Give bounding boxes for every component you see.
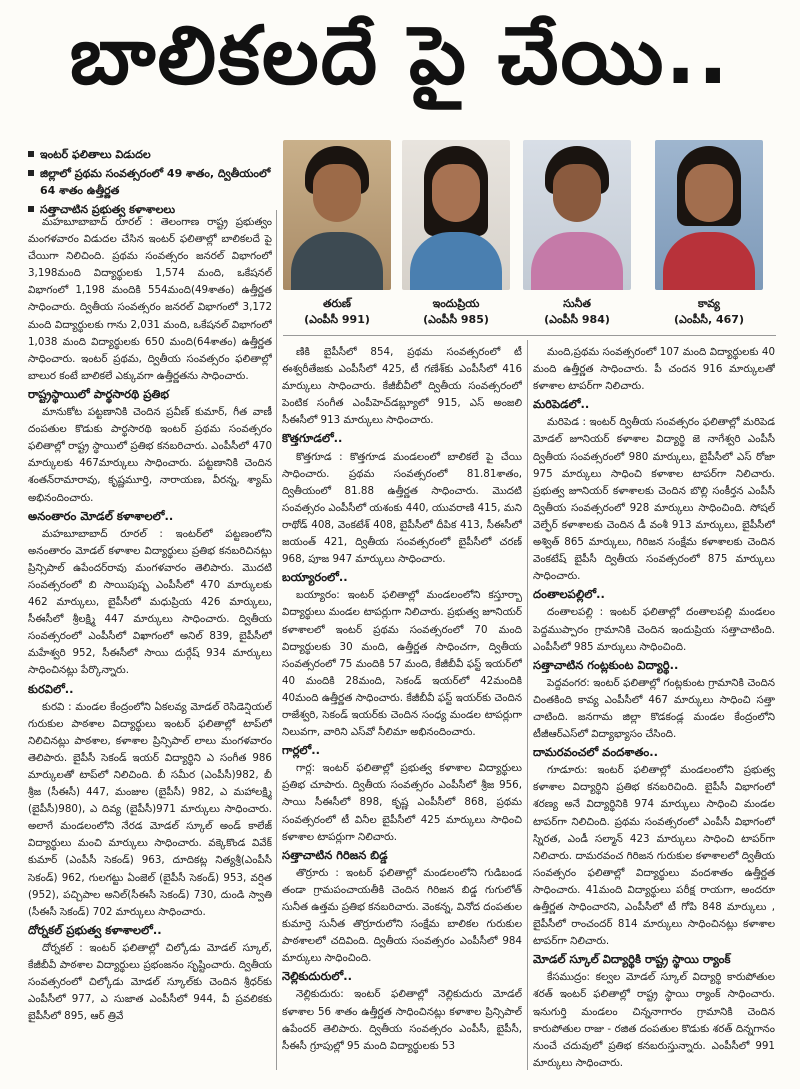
student-caption: ఇందుప్రియ (ఎంపీసీ 985) [423,297,489,326]
subheading: దోర్నకల్ ప్రభుత్వ కళాశాలలో.. [28,922,162,937]
paragraph: తొర్రూరు : ఇంటర్ ఫలితాల్లో మండలంలోని గుడిబండ తండా గ్రామపంచాయతీకి చెందిన గిరిజన బిడ్డ గుగులోత్ సునీత ఉత్తమ ప్రతిభ కనబరిచారు. వెంకన్న, వినోద దంపతుల కుమార్తె సునీత తొర్రూరులోని సంక్షేమ బాలికల గురుకుల పాఠశాలలో చదివింది. ద్వితీయ సంవత్సరం ఎంపీసీలో 984 మార్కులు సాధించింది. [282,866,522,965]
student-caption: కావ్య (ఎంపీసీ, 467) [674,297,744,326]
article-column-3 [533,344,775,1080]
subheading: సత్తాచాటిన గంట్లకుంట విద్యార్థి.. [533,657,679,672]
bullet-item: జిల్లాలో ప్రథమ సంవత్సరంలో 49 శాతం, ద్వితీయంలో 64 శాతం ఉత్తీర్ణత [28,165,278,199]
student-photo-tarun [283,140,391,290]
paragraph: ణికి బైపీసీలో 854, ప్రథమ సంవత్సరంలో టీ ఈశ్వరీతేజకు ఎంపీసీలో 425, టీ గణేశ్‌కు ఎంపీసీలో 416 మార్కులు సాధించారు. కేజీబీవీలో ద్వితీయ సంవత్సరంలో పెంటిక సంగీత ఎంపీహెచ్‌డబ్ల్యూలో 915, ఎస్ అంజలి సీఈసీలో 913 మార్కులు సాధించారు. [282,346,522,427]
article-column-2 [282,344,522,1080]
paragraph: మహబూబాబాద్ రూరల్ : ఇంటర్‌లో పట్టణంలోని అనంతారం మోడల్ కళాశాల విద్యార్థులు ప్రతిభ కనబరిచినట్లు ప్రిన్సిపాల్ ఉపేందర్‌రావు మంగళవారం తెలిపారు. మొదటి సంవత్సరంలో బి సాయిపుష్ప ఎంపీసీలో 470 మార్కులకు 462 మార్కులు, బైపీసీలో మధుప్రియ 426 మార్కులు, సీఈసీలో శ్రీలక్ష్మి 447 మార్కులు సాధించారు. ద్వితీయ సంవత్సరంలో ఎంపీసీలో విఖాగంలో అనిల్ 839, బైపీసీలో మహేశ్వరి 952, సీఈసీలో సాయి దుర్గేష్ 934 మార్కులు సాధించినట్లు పేర్కొన్నారు. [28,527,272,677]
bullet-item: సత్తాచాటిన ప్రభుత్వ కళాశాలలు [28,201,278,218]
subheading: కొత్తగూడలో.. [282,431,343,446]
student-photo-sunitha [523,140,631,290]
paragraph: కేసముద్రం: కల్వల మోడల్ స్కూల్ విద్యార్థి కారుపోతుల శరత్ ఇంటర్ ఫలితాల్లో రాష్ట్ర స్థాయి ర్యాంక్ సాధించారు. ఇనుగుర్తి మండలం చిన్ననాగారం గ్రామానికి చెందిన కారుపోతుల రాజు - రజిత దంపతుల కొడుకు శరత్ దిన్నగానం నుంచే చదువులో ప్రతిభ కనబరుస్తున్నారు. ఎంపీసీలో 991 మార్కులు సాధించారు. [533,971,775,1069]
article-column-1 [28,214,272,1080]
paragraph: మరిపెడ : ఇంటర్ ద్వితీయ సంవత్సరం ఫలితాల్లో మరిపెడ మోడల్ జూనియర్ కళాశాల విద్యార్థి జె నాగేశ్వరి ఎంపీసీ ద్వితీయ సంవత్సరంలో 980 మార్కులు, బైపీసీలో ఎస్ రోజా 975 మార్కులు సాధించి కళాశాల టాపర్‌గా నిలిచారు. ప్రభుత్వ జూనియర్ కళాశాలకు చెందిన బొల్లి సంకీర్తన ఎంపీసీ ద్వితీయ సంవత్సరంలో 928 మార్కులు సాధించింది. సోషల్ వెల్ఫేర్ కళాశాలకు చెందిన డీ వంశీ 913 మార్కులు, బైపీసీలో అశ్విత్ 865 మార్కులు, గిరిజన సంక్షేమ కళాశాలకు చెందిన వెంకటేష్ బైపీసీ ద్వితీయ సంవత్సరంలో 875 మార్కులు సాధించారు. [533,416,775,583]
paragraph: గార్ల: ఇంటర్ ఫలితాల్లో ప్రభుత్వ కళాశాల విద్యార్థులు ప్రతిభ చూపారు. ద్వితీయ సంవత్సరం ఎంపీసీలో శ్రీజ 956, సాయి సీఈసీలో 898, కృష్ణ ఎంపీసీలో 868, ప్రథమ సంవత్సరంలో టీ వినీల బైపీసీలో 425 మార్కులు సాధించి కళాశాల టాపర్లుగా నిలిచారు. [282,762,522,843]
paragraph: కురవి : మండల కేంద్రంలోని ఏకలవ్య మోడల్ రెసిడెన్షియల్ గురుకుల పాఠశాల విద్యార్థులు ఇంటర్ ఫలితాల్లో టాప్‌లో నిలిచినట్లు పాఠశాల, కళాశాల ప్రిన్సిపాల్ లాలు మంగళవారం తెలిపారు. బైపీసీ సెకండ్ ఇయర్ విద్యార్థిని ఎ సంగీత 986 మార్కులతో టాప్‌లో నిలిచింది. బీ సమీర (ఎంపీసీ)982, బీ శ్రీజ (సీఈసీ) 447, మంజుల (బైపీసీ) 982, ఎ మహాలక్ష్మి (బైపీసీ)980), ఎ దివ్య (బైపీసీ)971 మార్కులు సాధించారు. అలాగే మండలంలోని నేరడ మోడల్ స్కూల్ అండ్ కాలేజ్ విద్యార్థులు మంచి మార్కులు సాధించారు. వక్కెకొండ వివేక్ కుమార్ (ఎంపీసీ సెకండ్) 963, దూదికట్ల నిత్యశ్రీ(ఎంపీసీ సెకండ్) 962, గులగట్టు ఏంజెల్ (బైపీసీ సెకండ్) 953, వర్షిత (952), పచ్చిపాల అనిల్(సీఈసీ సెకండ్) 730, దుండి స్వాతి (సీఈసీ సెకండ్) 702 మార్కులు సాధించారు. [28,700,272,918]
subheading: మరిపెడలో.. [533,397,590,412]
divider [283,335,776,336]
student-photo-induPriya [402,140,510,290]
column-divider [276,210,277,1070]
subheading: అనంతారం మోడల్ కళాశాలలో.. [28,508,174,523]
subheading: రాష్ట్రస్థాయిలో పార్థసారథి ప్రతిభ [28,386,170,401]
subheading: బయ్యారంలో.. [282,570,348,585]
student-caption: సునీత (ఎంపీసీ 984) [544,297,610,326]
subheading: గార్లలో.. [282,743,320,758]
subheading: దంతాలపల్లిలో.. [533,587,605,602]
subheading: దామరవంచలో వందశాతం.. [533,745,658,760]
paragraph: దంతాలపల్లి : ఇంటర్ ఫలితాల్లో దంతాలపల్లి మండలం పెద్దముప్పారం గ్రామానికి చెందిన ఇందుప్రియ సత్తాచాటింది. ఎంపీసీలో 985 మార్కులు సాధించింది. [533,606,775,653]
student-caption: తరుణ్ (ఎంపీసీ 991) [304,297,370,326]
subheading: మోడల్ స్కూల్ విద్యార్థికి రాష్ట్ర స్థాయి ర్యాంక్ [533,952,731,967]
paragraph: గూడూరు: ఇంటర్ ఫలితాల్లో మండలంలోని ప్రభుత్వ కళాశాల విద్యార్థిని ప్రతిభ కనబరిచింది. బైపీసీ విభాగంలో శరణ్య అనే విద్యార్థినికి 974 మార్కులు సాధించి మండల టాపర్‌గా నిలిచింది. ప్రథమ సంవత్సరంలో ఎంపీసీ విభాగంలో స్నిరత, ఎండీ సల్మాన్ 423 మార్కులు సాధించి టాపర్‌గా నిలిచారు. దామరవంచ గిరిజన గురుకుల కళాశాలలో ద్వితీయ సంవత్సరం ఫలితాల్లో విద్యార్థులు వందశాతం ఉత్తీర్ణత సాధించారు. 41మంది విద్యార్థులు పరీక్ష రాయగా, అందరూ ఉత్తీర్ణత సాధించారని, ఎంపీసీలో టీ గోపి 848 మార్కులు , బైపీసీలో రాంచందర్ 814 మార్కులు సాధించినట్లు కళాశాల టాపర్‌గా నిలిచారు. [533,764,775,948]
column-divider [527,340,528,1070]
bullet-item: ఇంటర్ ఫలితాలు విడుదల [28,146,278,163]
subheading: కురవిలో.. [28,681,74,696]
student-photo-kavya [655,140,763,290]
subheading: నెల్లికుదురులో.. [282,969,352,984]
bullet-list [28,146,278,220]
paragraph: పెద్దవంగర: ఇంటర్ ఫలితాల్లో గంట్లకుంట గ్రామానికి చెందిన చింతకింది కావ్య ఎంపీసీలో 467 మార్కులు సాధించి సత్తా చాటింది. జనగామ జిల్లా కొడకండ్ల మండల కేంద్రంలోని టీజీఆర్‌ఎస్‌లో విద్యాభ్యాసం చేసింది. [533,676,775,741]
paragraph: దోర్నకల్ : ఇంటర్ ఫలితాల్లో చిల్కోడు మోడల్ స్కూల్, కేజీబీవీ పాఠశాల విద్యార్థులు ప్రభంజనం సృష్టించారు. ద్వితీయ సంవత్సరంలో చిల్కోడు మోడల్ స్కూల్‌కు చెందిన శ్రీధర్‌కు ఎంపీసీలో 977, ఎ సుజాత ఎంపీసీలో 944, వీ ప్రవలికకు బైపీసీలో 895, ఆర్ త్రివే [28,941,272,1023]
square-bullet-icon [28,151,34,157]
paragraph: మానుకోట పట్టణానికి చెందిన ప్రవీణ్ కుమార్, గీత వాణీ దంపతుల కొడుకు పార్థసారథి ఇంటర్ ప్రథమ సంవత్సరం ఫలితాల్లో రాష్ట్ర స్థాయిలో ప్రతిభ కనబరిచారు. ఎంపీసీలో 470 మార్కులకు 467మార్కులు సాధించారు. పట్టణానికి చెందిన శంతన్‌రామారావు, కృష్ణమూర్తి, నారాయణ, వీరన్న, శ్యామ్ అభినందించారు. [28,406,272,504]
subheading: సత్తాచాటిన గిరిజన బిడ్డ [282,847,388,862]
square-bullet-icon [28,206,34,212]
square-bullet-icon [28,170,34,176]
paragraph: మంది,ప్రథమ సంవత్సరంలో 107 మంది విద్యార్థులకు 40 మంది ఉత్తీర్ణత సాధించారు. పీ చందన 916 మార్కులతో కళాశాల టాపర్‌గా నిలిచారు. [533,346,775,393]
paragraph: బయ్యారం: ఇంటర్ ఫలితాల్లో మండలంలోని కస్తూర్బా విద్యార్థులు మండల టాపర్లుగా నిలిచారు. ప్రభుత్వ జూనియర్ కళాశాలలో ఇంటర్ ప్రథమ సంవత్సరంలో 70 మంది విద్యార్థులకు 30 మంది, ఉత్తీర్ణత సాధించగా, ద్వితీయ సంవత్సరంలో 75 మందికి 57 మంది, కేజీబీవీ ఫస్ట్ ఇయర్‌లో 40 మందికి 28మంది, సెకండ్ ఇయర్‌లో 42మందికి 40మంది ఉత్తీర్ణత సాధించారు. కేజీబీవీ ఫస్ట్ ఇయర్‌కు చెందిన రాజేశ్వరి, సెకండ్ ఇయర్‌కు చెందిన సంధ్య మండల టాపర్లుగా నిలువగా, వారిని ఎస్‌వో నీలిమా అభినందించారు. [282,589,522,739]
paragraph: నెల్లికుదురు: ఇంటర్ ఫలితాల్లో నెల్లికుదురు మోడల్ కళాశాల 56 శాతం ఉత్తీర్ణత సాధించినట్లు కళాశాల ప్రిన్సిపాల్ ఉపేందర్ తెలిపారు. ద్వితీయ సంవత్సరం ఎంపీసీ, బైపీసీ, సీఈసీ గ్రూపుల్లో 95 మంది విద్యార్థులకు 53 [282,988,522,1052]
paragraph: కొత్తగూడ : కొత్తగూడ మండలంలో బాలికలే పై చేయి సాధించారు. ప్రథమ సంవత్సరంలో 81.81శాతం, ద్వితీయంలో 81.88 ఉత్తీర్ణత సాధించారు. మొదటి సంవత్సరం ఎంపీసీలో యశంకు 440, యువరాణి 415, మని రాథోడ్ 408, వెంకటేశ్ 408, బైపీసీలో దీపిక 413, సీఈసీలో జయంత్ 421, ద్వితీయ సంవత్సరంలో బైపీసీలో చరణ్ 968, పూజ 947 మార్కులు సాధించారు. [282,450,522,566]
headline: బాలికలదే పై చేయి.. [69,8,731,102]
paragraph: మహబూబాబాద్ రూరల్ : తెలంగాణ రాష్ట్ర ప్రభుత్వం మంగళవారం విడుదల చేసిన ఇంటర్ ఫలితాల్లో బాలికలదే పై చేయిగా నిలిచింది. ప్రథమ సంవత్సరం జనరల్ విభాగంలో 3,198మంది విద్యార్థులకు 1,574 మంది, ఒకేషనల్ విభాగంలో 1,198 మందికి 554మంది(49శాతం) ఉత్తీర్ణత సాధించారు. ద్వితీయ సంవత్సరం జనరల్ విభాగంలో 3,172 మంది విద్యార్థులకు గాను 2,031 మంది, ఒకేషనల్ విభాగంలో 1,038 మంది విద్యార్థులకు 650 మంది(64శాతం) ఉత్తీర్ణత సాధించారు. ఇంటర్ ప్రథమ, ద్వితీయ సంవత్సరం ఫలితాల్లో బాలుర కంటే బాలికలే ఎక్కువగా ఉత్తీర్ణతను సాధించారు. [28,216,272,382]
